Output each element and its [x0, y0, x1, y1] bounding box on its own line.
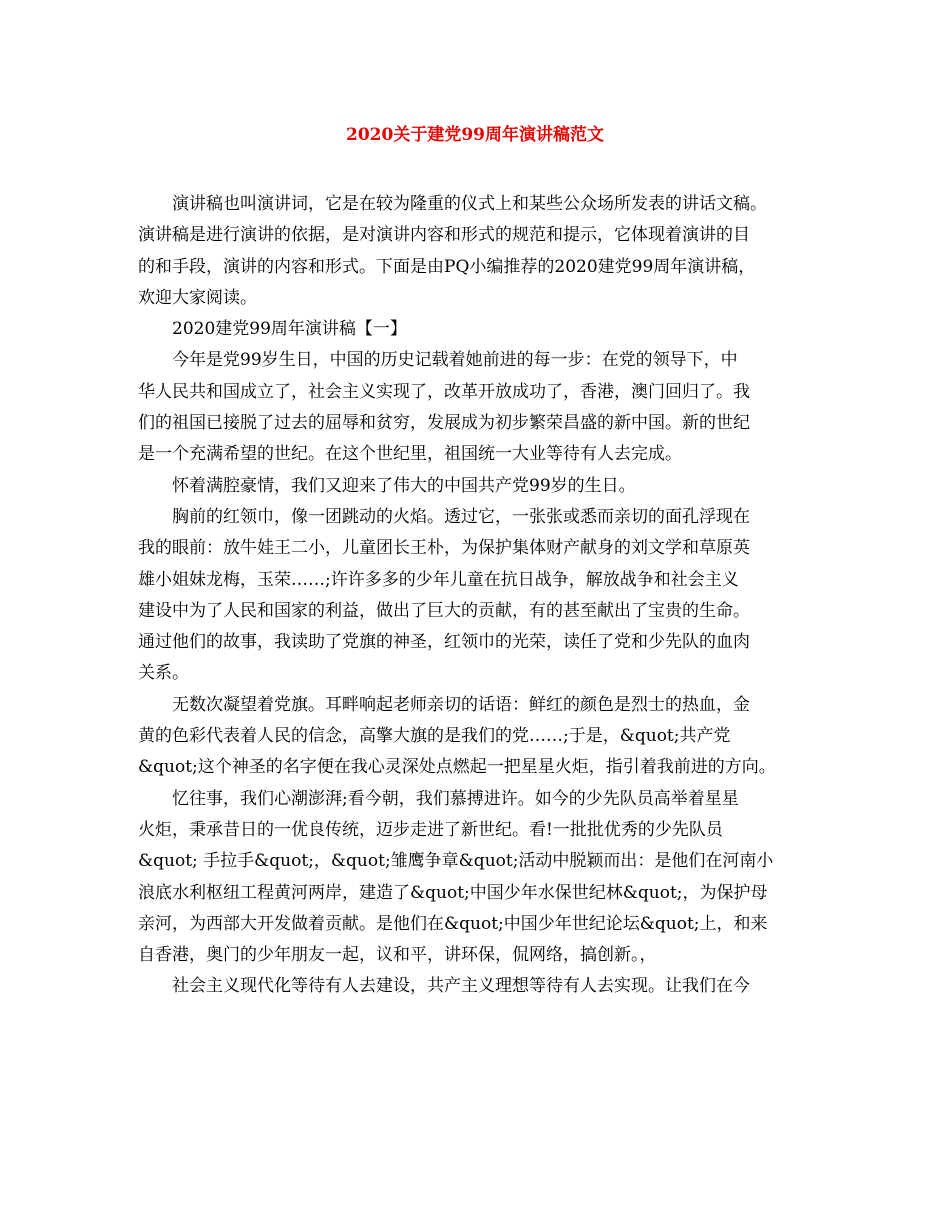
body-line: 华人民共和国成立了，社会主义实现了，改革开放成功了，香港，澳门回归了。我	[138, 381, 750, 402]
body-line: 演讲稿是进行演讲的依据，是对演讲内容和形式的规范和提示，它体现着演讲的目	[138, 225, 750, 246]
body-line: 雄小姐妹龙梅，玉荣……;许许多多的少年儿童在抗日战争，解放战争和社会主义	[138, 569, 739, 590]
body-line: 社会主义现代化等待有人去建设，共产主义理想等待有人去实现。让我们在今	[172, 976, 750, 997]
body-line: 怀着满腔豪情，我们又迎来了伟大的中国共产党99岁的生日。	[172, 475, 636, 496]
body-line: 是一个充满希望的世纪。在这个世纪里，祖国统一大业等待有人去完成。	[138, 444, 682, 465]
body-line: 演讲稿也叫演讲词，它是在较为隆重的仪式上和某些公众场所发表的讲话文稿。	[172, 194, 767, 214]
body-line: 今年是党99岁生日，中国的历史记载着她前进的每一步：在党的领导下，中	[172, 350, 738, 371]
body-line: 自香港，奥门的少年朋友一起，议和平，讲环保，侃网络，搞创新。，	[138, 945, 657, 966]
body-line: &quot; 手拉手&quot;，&quot;雏鹰争章&quot;活动中脱颖而出：是他们在河南小	[138, 851, 774, 872]
document-body	[138, 189, 820, 1003]
body-line: 们的祖国已接脱了过去的屈辱和贫穷，发展成为初步繁荣昌盛的新中国。新的世纪	[138, 413, 750, 434]
body-line: 无数次凝望着党旗。耳畔响起老师亲切的话语：鲜红的颜色是烈士的热血，金	[172, 694, 750, 715]
body-line: 欢迎大家阅读。	[138, 287, 257, 308]
body-line: 火炬，秉承昔日的一优良传统，迈步走进了新世纪。看!一批批优秀的少先队员	[138, 819, 723, 840]
body-line: &quot;这个神圣的名字便在我心灵深处点燃起一把星星火炬，指引着我前进的方向。	[138, 757, 776, 778]
body-line: 胸前的红领巾，像一团跳动的火焰。透过它，一张张或悉而亲切的面孔浮现在	[172, 506, 750, 527]
body-line: 黄的色彩代表着人民的信念，高擎大旗的是我们的党……;于是，&quot;共产党	[138, 726, 731, 747]
body-line: 亲河，为西部大开发做着贡献。是他们在&quot;中国少年世纪论坛&quot;上，和来	[138, 913, 768, 934]
body-line: 建设中为了人民和国家的利益，做出了巨大的贡献，有的甚至献出了宝贵的生命。	[138, 600, 750, 621]
body-line: 通过他们的故事，我读助了党旗的神圣，红领巾的光荣，读任了党和少先队的血肉	[138, 632, 750, 653]
body-line: 我的眼前：放牛娃王二小，儿童团长王朴，为保护集体财产献身的刘文学和草原英	[138, 538, 750, 559]
body-line: 关系。	[138, 663, 189, 684]
body-line: 的和手段，演讲的内容和形式。下面是由PQ小编推荐的2020建党99周年演讲稿，	[138, 256, 756, 277]
body-line: 忆往事，我们心潮澎湃;看今朝，我们慕搏进许。如今的少先队员高举着星星	[172, 788, 739, 809]
section-heading: 2020建党99周年演讲稿【一】	[172, 319, 407, 340]
document-title: 2020关于建党99周年演讲稿范文	[346, 125, 604, 145]
body-line: 浪底水利枢纽工程黄河两岸，建造了&quot;中国少年水保世纪林&quot;，为保护母	[138, 882, 768, 903]
